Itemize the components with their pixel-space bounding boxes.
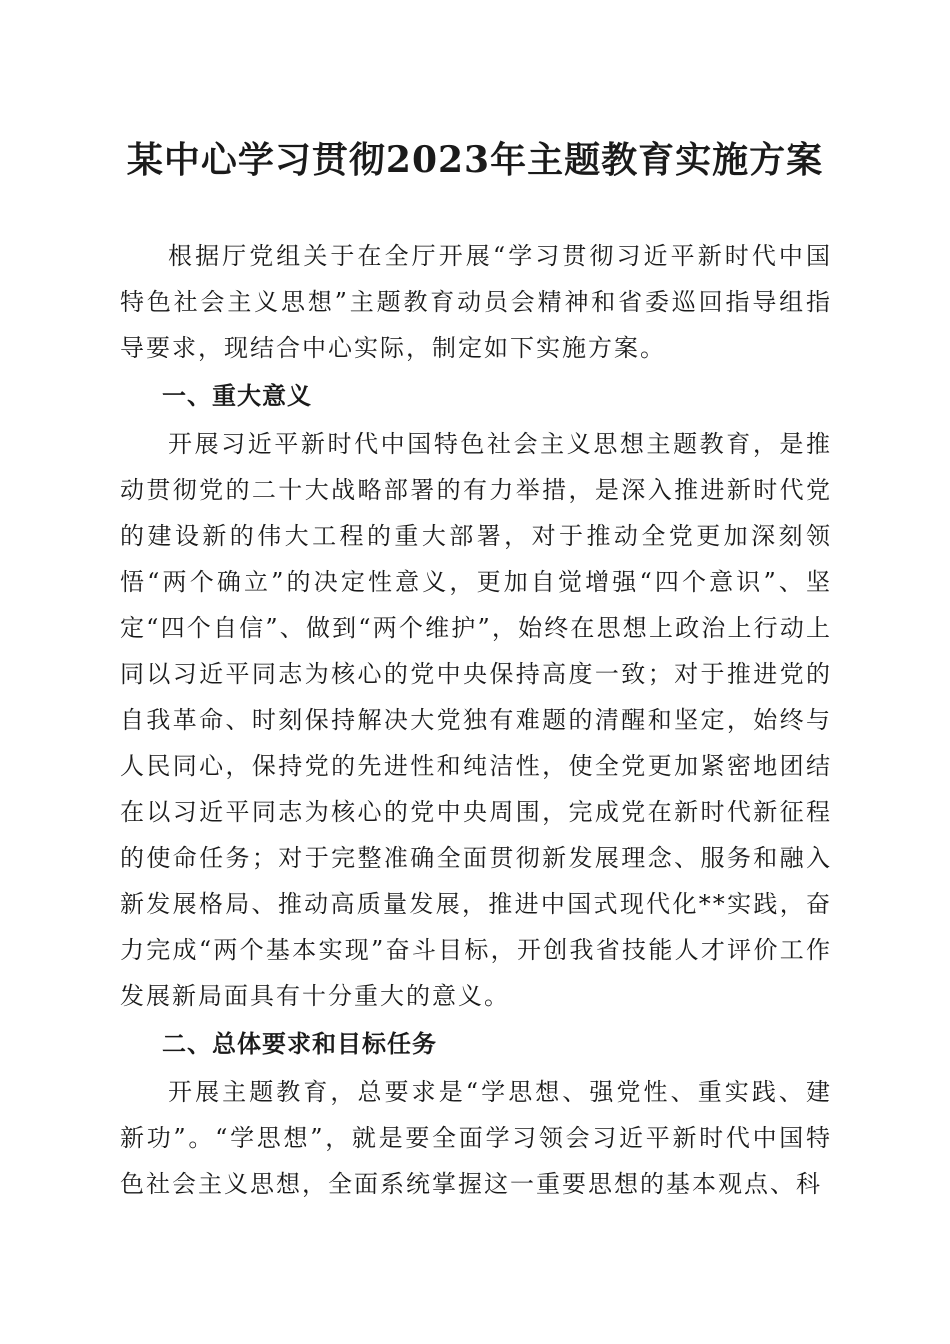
section-heading-requirements: 二、总体要求和目标任务 [162, 1030, 437, 1058]
significance-paragraph: 开展习近平新时代中国特色社会主义思想主题教育，是推动贯彻党的二十大战略部署的有力举措，是深入推进新时代党的建设新的伟大工程的重大部署，对于推动全党更加深刻领悟“两个确立”的决定性意义，更加自觉增强“四个意识”、坚定“四个自信”、做到“两个维护”，始终在思想上政治上行动上同以习近平同志为核心的党中央保持高度一致；对于推进党的自我革命、时刻保持解决大党独有难题的清醒和坚定，始终与人民同心，保持党的先进性和纯洁性，使全党更加紧密地团结在以习近平同志为核心的党中央周围，完成党在新时代新征程的使命任务；对于完整准确全面贯彻新发展理念、服务和融入新发展格局、推动高质量发展，推进中国式现代化**实践，奋力完成“两个基本实现”奋斗目标，开创我省技能人才评价工作发展新局面具有十分重大的意义。 [120, 430, 832, 1010]
requirements-paragraph: 开展主题教育，总要求是“学思想、强党性、重实践、建新功”。“学思想”，就是要全面学习领会习近平新时代中国特色社会主义思想，全面系统掌握这一重要思想的基本观点、科 [120, 1078, 832, 1198]
section-heading-significance: 一、重大意义 [162, 382, 312, 410]
document-body [120, 233, 832, 1207]
intro-paragraph: 根据厅党组关于在全厅开展“学习贯彻习近平新时代中国特色社会主义思想”主题教育动员会精神和省委巡回指导组指导要求，现结合中心实际，制定如下实施方案。 [120, 242, 832, 362]
document-title: 某中心学习贯彻2023年主题教育实施方案 [126, 139, 824, 181]
